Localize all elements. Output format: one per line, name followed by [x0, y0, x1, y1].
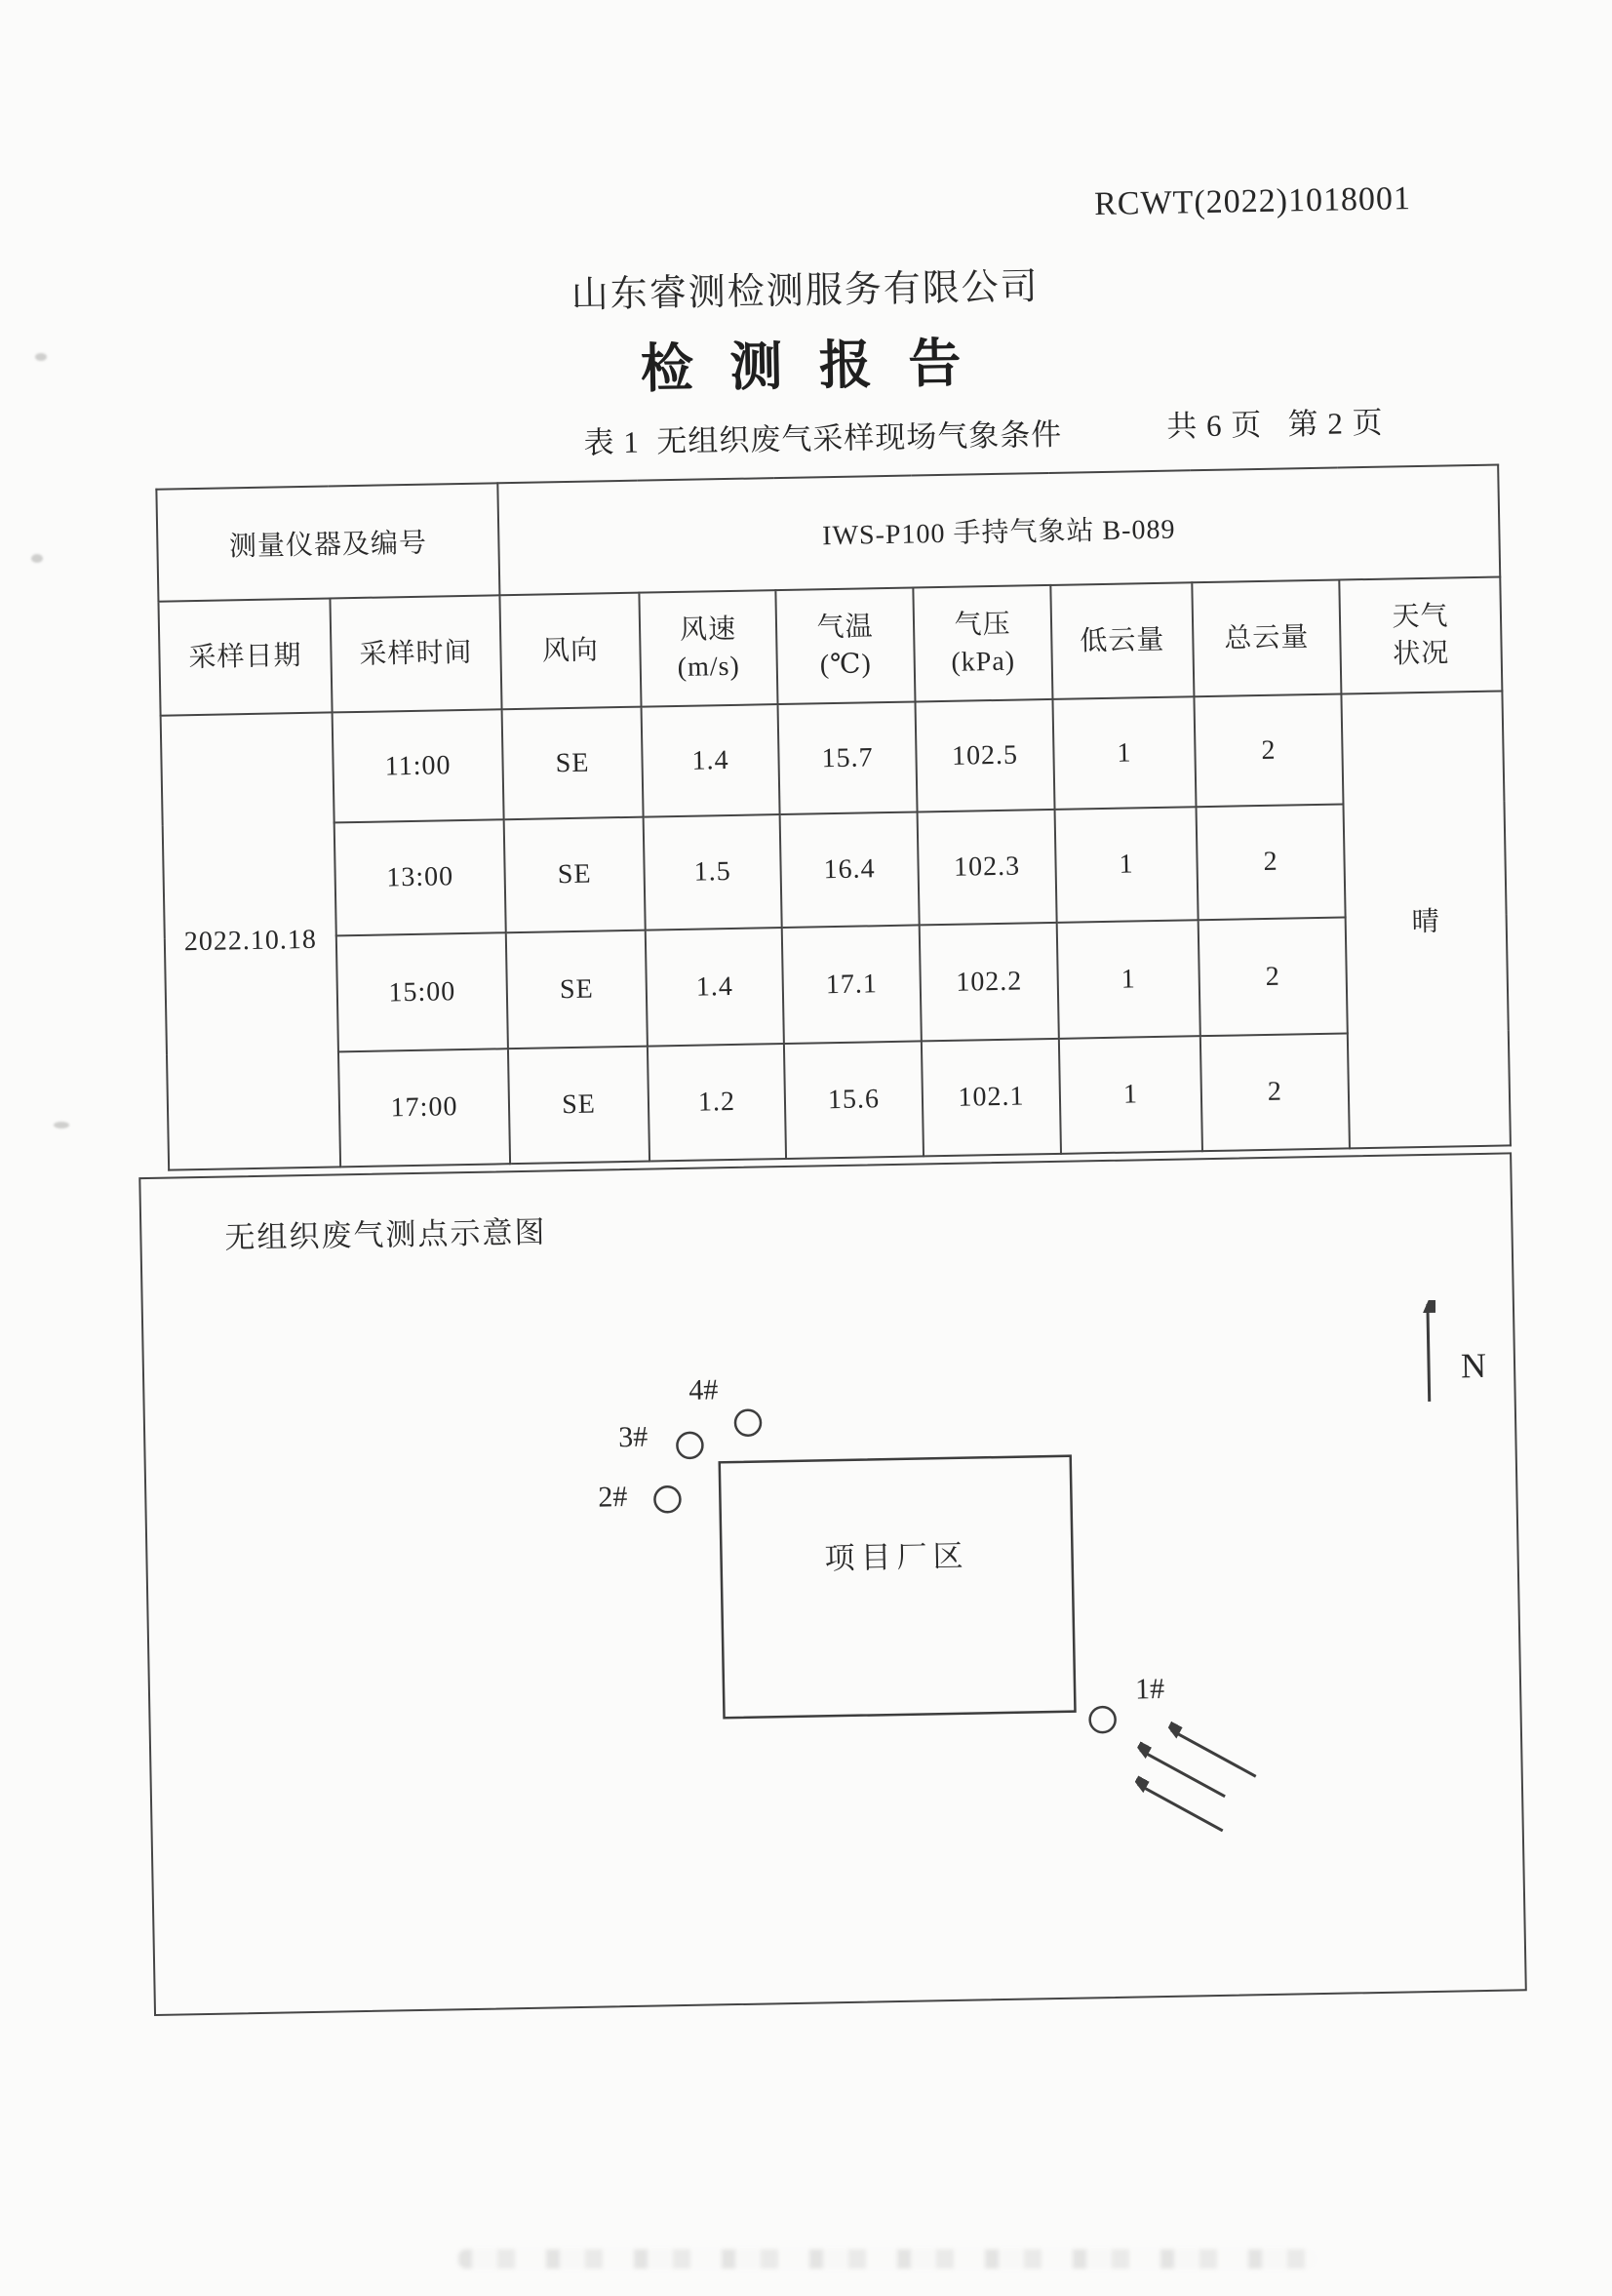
- pressure-cell: 102.5: [916, 699, 1055, 812]
- wind-dir-cell: SE: [502, 707, 644, 820]
- sampling-points-diagram: [138, 1152, 1527, 2016]
- weather-cell: 晴: [1341, 691, 1511, 1148]
- col-header-time: 采样时间: [330, 595, 501, 712]
- scan-artifact: [35, 353, 47, 361]
- diagram-title: 无组织废气测点示意图: [224, 1214, 547, 1255]
- plant-area-label: 项目厂区: [824, 1538, 969, 1576]
- point-3-label: 3#: [617, 1420, 649, 1454]
- page-title: 检 测 报 告: [640, 334, 965, 399]
- scan-artifact: [458, 2249, 1317, 2269]
- weather-conditions-table: [155, 463, 1512, 1170]
- table-row: [167, 1030, 1511, 1169]
- scan-artifact: [54, 1122, 69, 1128]
- plant-area-rect: [720, 1456, 1076, 1719]
- total-cloud-cell: 2: [1194, 693, 1343, 807]
- col-header-wind-speed: 风速 (m/s): [639, 590, 777, 707]
- point-1-marker: [1089, 1707, 1115, 1732]
- north-arrow-icon: [1428, 1304, 1430, 1402]
- point-3-marker: [677, 1433, 702, 1458]
- pressure-cell: 102.2: [920, 923, 1059, 1042]
- pressure-cell: 102.1: [922, 1039, 1061, 1157]
- pressure-cell: 102.3: [918, 810, 1057, 926]
- wind-dir-cell: SE: [508, 1047, 649, 1165]
- sample-date-cell: 2022.10.18: [161, 712, 341, 1169]
- col-header-temp: 气温 (℃): [775, 588, 915, 705]
- wind-dir-cell: SE: [504, 817, 646, 933]
- total-cloud-cell: 2: [1200, 1033, 1350, 1151]
- temp-cell: 15.6: [784, 1041, 924, 1159]
- time-cell: 15:00: [336, 932, 508, 1051]
- scan-artifact: [31, 554, 43, 563]
- col-header-wind-dir: 风向: [499, 593, 641, 710]
- point-2-label: 2#: [598, 1481, 628, 1514]
- point-4-marker: [735, 1410, 761, 1436]
- temp-cell: 15.7: [778, 701, 918, 814]
- temp-cell: 16.4: [780, 812, 920, 928]
- total-cloud-cell: 2: [1199, 917, 1348, 1036]
- wind-direction-arrows-icon: [1137, 1728, 1257, 1832]
- page-number-info: 共 6 页 第 2 页: [1166, 405, 1384, 444]
- north-label: N: [1460, 1345, 1487, 1386]
- low-cloud-cell: 1: [1057, 920, 1200, 1039]
- wind-speed-cell: 1.5: [644, 814, 782, 930]
- wind-speed-cell: 1.2: [648, 1044, 786, 1162]
- point-2-marker: [654, 1486, 680, 1512]
- wind-dir-cell: SE: [506, 930, 648, 1049]
- instrument-label-cell: 测量仪器及编号: [156, 483, 499, 601]
- company-name: 山东睿测检测服务有限公司: [570, 266, 1041, 316]
- total-cloud-cell: 2: [1197, 804, 1346, 920]
- col-header-date: 采样日期: [158, 598, 332, 715]
- table-caption: 表 1 无组织废气采样现场气象条件: [583, 416, 1063, 460]
- col-header-low-cloud: 低云量: [1050, 582, 1194, 699]
- diagram-canvas: [140, 1154, 1524, 2014]
- col-header-total-cloud: 总云量: [1192, 580, 1341, 697]
- col-header-weather: 天气 状况: [1339, 576, 1502, 693]
- time-cell: 11:00: [333, 709, 504, 822]
- report-number: RCWT(2022)1018001: [1093, 180, 1412, 223]
- instrument-value-cell: IWS-P100 手持气象站 B-089: [497, 465, 1500, 596]
- low-cloud-cell: 1: [1052, 696, 1196, 810]
- low-cloud-cell: 1: [1059, 1036, 1202, 1154]
- low-cloud-cell: 1: [1055, 807, 1199, 923]
- temp-cell: 17.1: [782, 925, 922, 1044]
- wind-speed-cell: 1.4: [646, 928, 784, 1047]
- col-header-pressure: 气压 (kPa): [913, 585, 1052, 702]
- time-cell: 13:00: [334, 819, 506, 935]
- point-4-label: 4#: [688, 1373, 719, 1406]
- time-cell: 17:00: [338, 1049, 510, 1167]
- point-1-label: 1#: [1134, 1672, 1165, 1706]
- wind-speed-cell: 1.4: [642, 704, 780, 817]
